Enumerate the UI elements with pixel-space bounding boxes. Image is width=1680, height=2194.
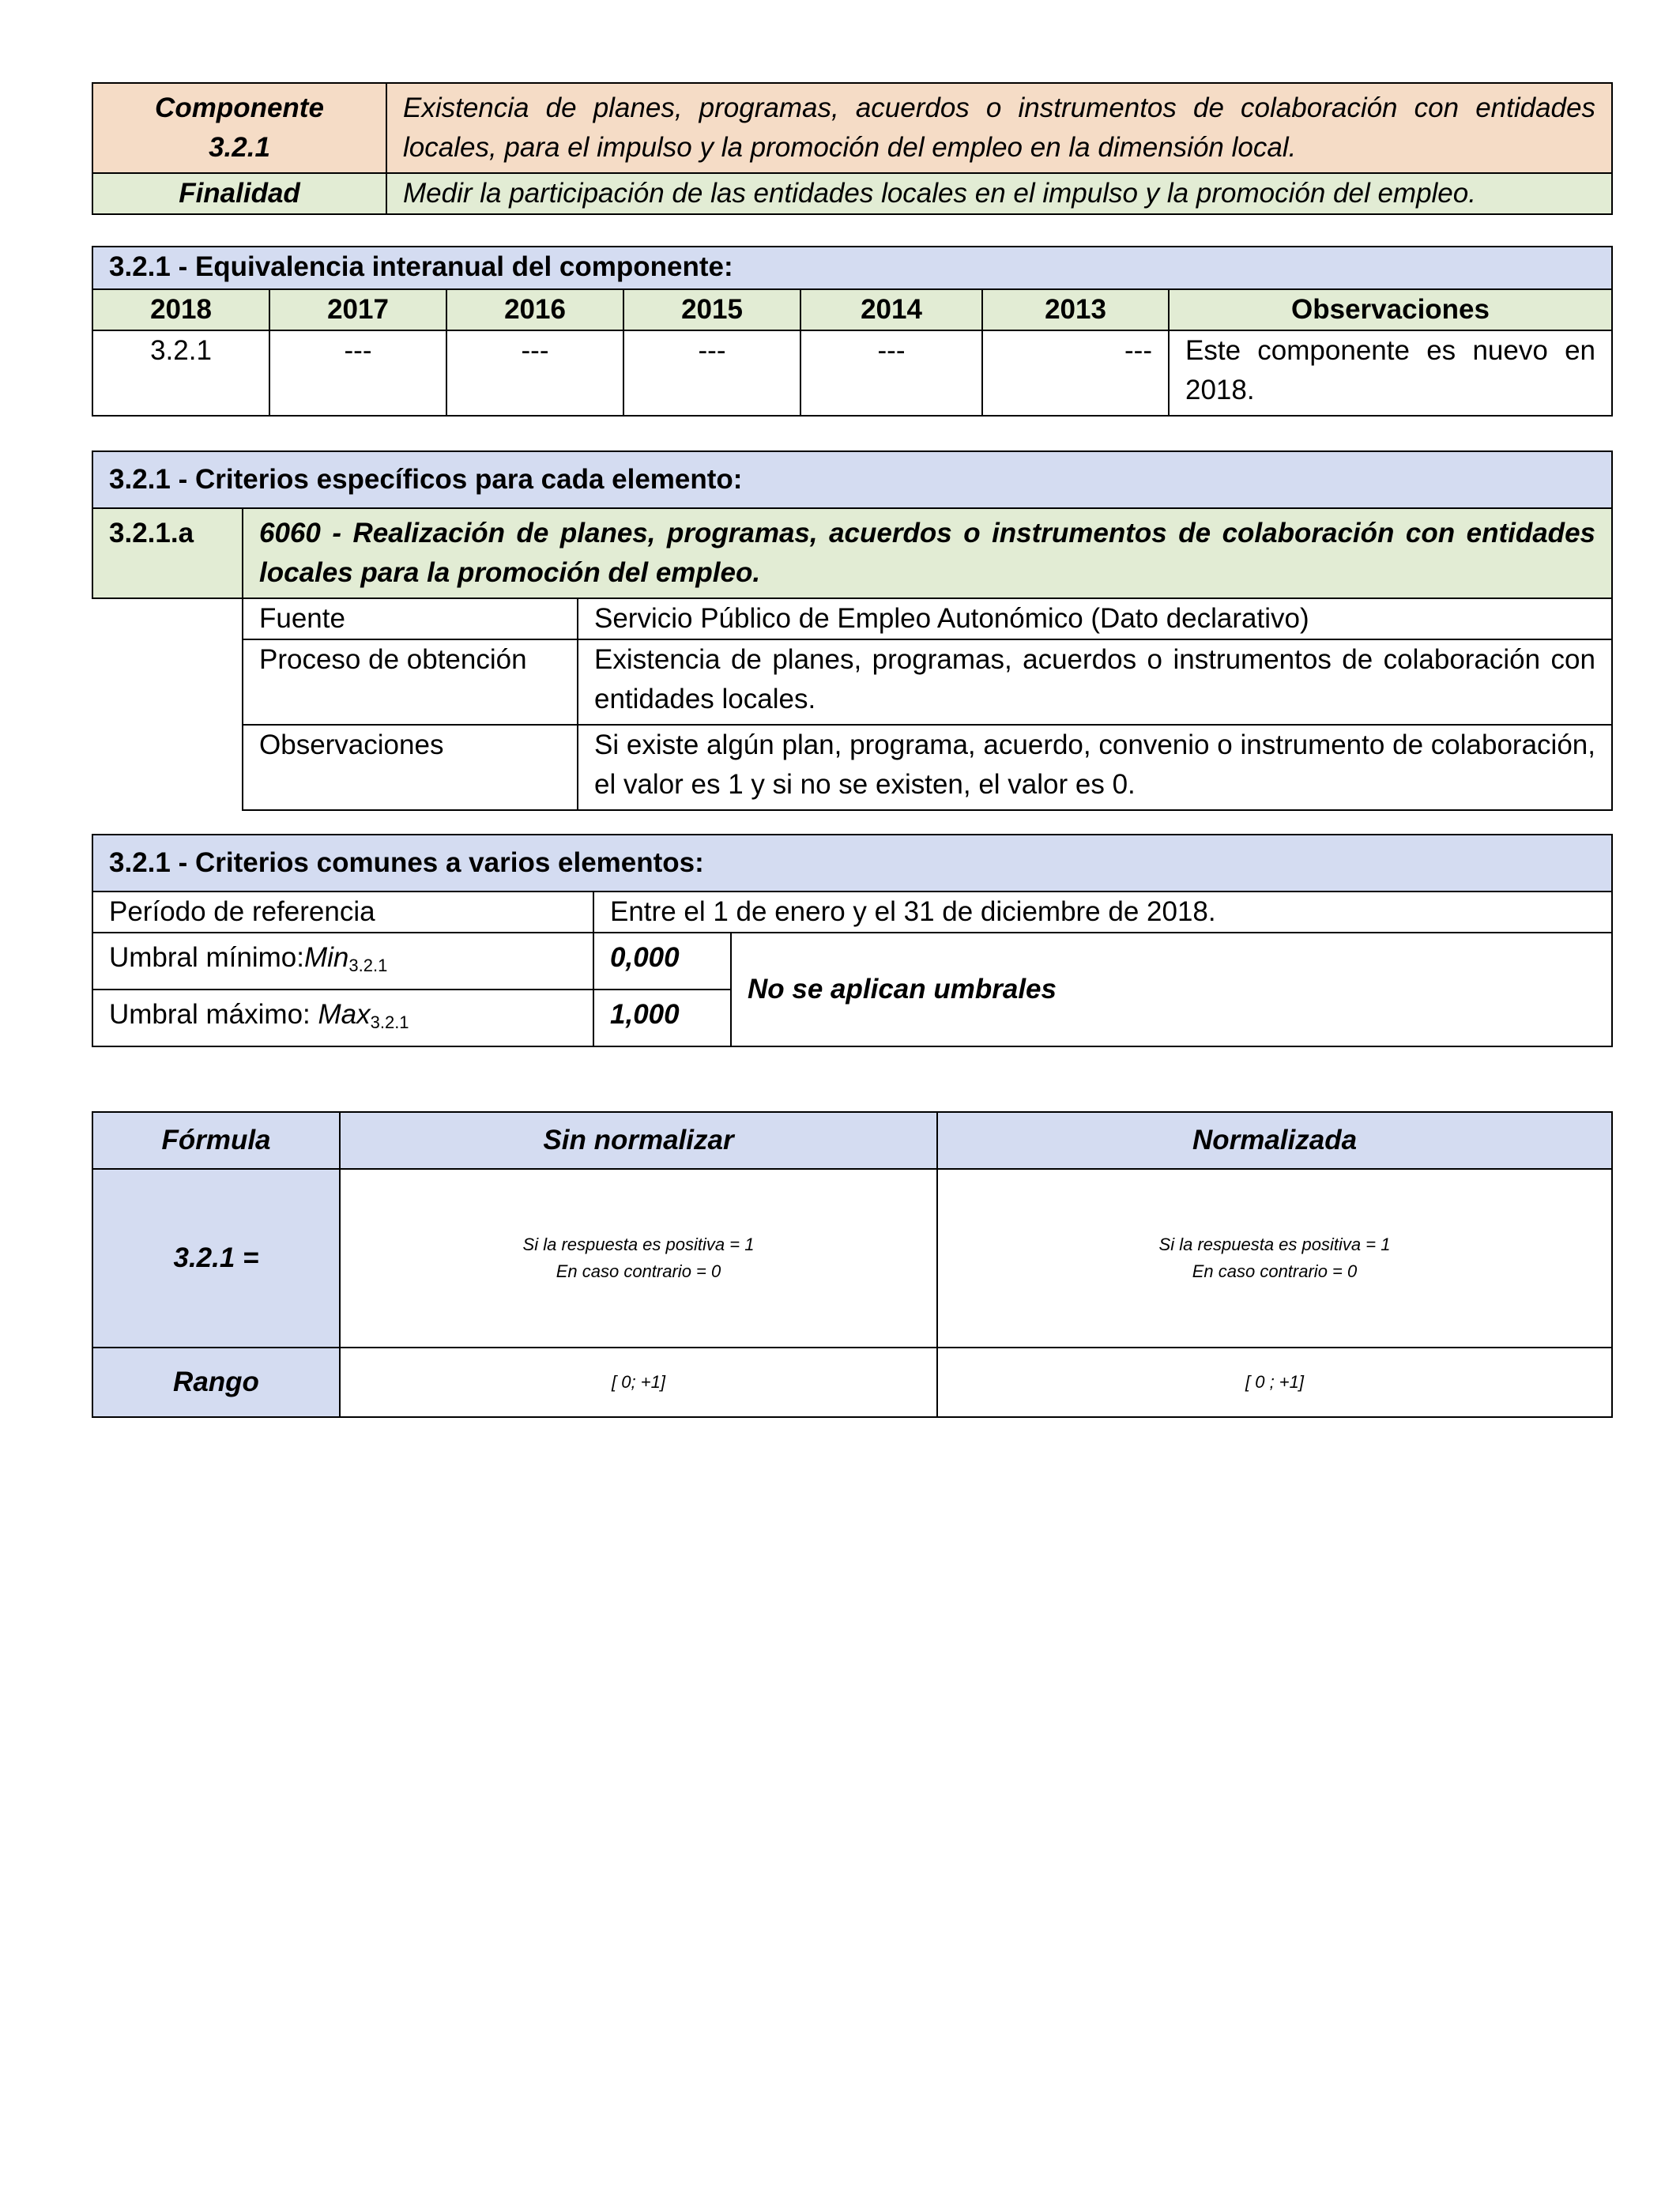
observaciones-label: Observaciones: [243, 725, 578, 810]
component-label-line2: 3.2.1: [209, 132, 270, 163]
equivalence-title: 3.2.1 - Equivalencia interanual del componente:: [92, 247, 1612, 289]
rango-label: Rango: [92, 1348, 340, 1417]
min-subscript: 3.2.1: [348, 956, 388, 975]
header-2018: 2018: [92, 289, 269, 330]
formula-table: [92, 1111, 1613, 1418]
formula-header: Fórmula: [92, 1112, 340, 1169]
observaciones-value: Si existe algún plan, programa, acuerdo, convenio o instrumento de colaboración, el valor es 1 y si no se existen, el valor es 0.: [578, 725, 1612, 810]
max-threshold-value: 1,000: [593, 990, 731, 1046]
proceso-label: Proceso de obtención: [243, 639, 578, 725]
component-description: Existencia de planes, programas, acuerdos o instrumentos de colaboración con entidades locales, para el impulso y la promoción del empleo en la dimensión local.: [386, 83, 1612, 173]
header-observaciones: Observaciones: [1169, 289, 1612, 330]
threshold-note: No se aplican umbrales: [731, 933, 1612, 1046]
component-label: [92, 83, 386, 173]
component-label-line1: Componente: [155, 92, 324, 123]
header-2017: 2017: [269, 289, 446, 330]
element-code: 3.2.1.a: [92, 508, 243, 598]
cell-2017: ---: [269, 330, 446, 416]
min-threshold-label: Umbral mínimo:Min$_{3.2.1}$: [92, 933, 593, 990]
sin-formula-line1: Si la respuesta es positiva = 1: [522, 1235, 755, 1254]
max-subscript: 3.2.1: [370, 1012, 409, 1032]
sin-normalizar-formula: [340, 1169, 937, 1348]
max-symbol: Max: [318, 999, 371, 1030]
header-2013: 2013: [982, 289, 1169, 330]
sin-formula-line2: En caso contrario = 0: [556, 1261, 721, 1281]
fuente-label: Fuente: [243, 598, 578, 639]
fuente-value: Servicio Público de Empleo Autonómico (Dato declarativo): [578, 598, 1612, 639]
norm-formula-line1: Si la respuesta es positiva = 1: [1158, 1235, 1391, 1254]
rango-normalizada: [ 0 ; +1]: [937, 1348, 1612, 1417]
formula-label: 3.2.1 =: [92, 1169, 340, 1348]
common-criteria-title: 3.2.1 - Criterios comunes a varios elementos:: [92, 835, 1612, 892]
norm-formula-line2: En caso contrario = 0: [1192, 1261, 1358, 1281]
min-symbol: Min: [303, 942, 349, 973]
header-2016: 2016: [446, 289, 623, 330]
header-2014: 2014: [800, 289, 982, 330]
specific-criteria-table: [92, 450, 1613, 811]
max-threshold-label: Umbral máximo: Max$_{3.2.1}$: [92, 990, 593, 1046]
common-criteria-table: [92, 834, 1613, 1047]
cell-2015: ---: [623, 330, 800, 416]
equivalence-table: [92, 246, 1613, 417]
proceso-value: Existencia de planes, programas, acuerdos o instrumentos de colaboración con entidades locales.: [578, 639, 1612, 725]
component-table: [92, 82, 1613, 215]
period-value: Entre el 1 de enero y el 31 de diciembre de 2018.: [593, 892, 1612, 933]
cell-2014: ---: [800, 330, 982, 416]
period-label: Período de referencia: [92, 892, 593, 933]
cell-2016: ---: [446, 330, 623, 416]
cell-observaciones: Este componente es nuevo en 2018.: [1169, 330, 1612, 416]
element-title: 6060 - Realización de planes, programas, acuerdos o instrumentos de colaboración con entidades locales para la promoción del empleo.: [243, 508, 1612, 598]
rango-sin-normalizar: [ 0; +1]: [340, 1348, 937, 1417]
finalidad-label: Finalidad: [92, 173, 386, 214]
min-threshold-value: 0,000: [593, 933, 731, 990]
header-2015: 2015: [623, 289, 800, 330]
sin-normalizar-header: Sin normalizar: [340, 1112, 937, 1169]
finalidad-text: Medir la participación de las entidades locales en el impulso y la promoción del empleo.: [386, 173, 1612, 214]
cell-2013: ---: [982, 330, 1169, 416]
indent-spacer: [92, 598, 243, 810]
specific-criteria-title: 3.2.1 - Criterios específicos para cada elemento:: [92, 451, 1612, 508]
normalizada-formula: [937, 1169, 1612, 1348]
cell-2018: 3.2.1: [92, 330, 269, 416]
normalizada-header: Normalizada: [937, 1112, 1612, 1169]
